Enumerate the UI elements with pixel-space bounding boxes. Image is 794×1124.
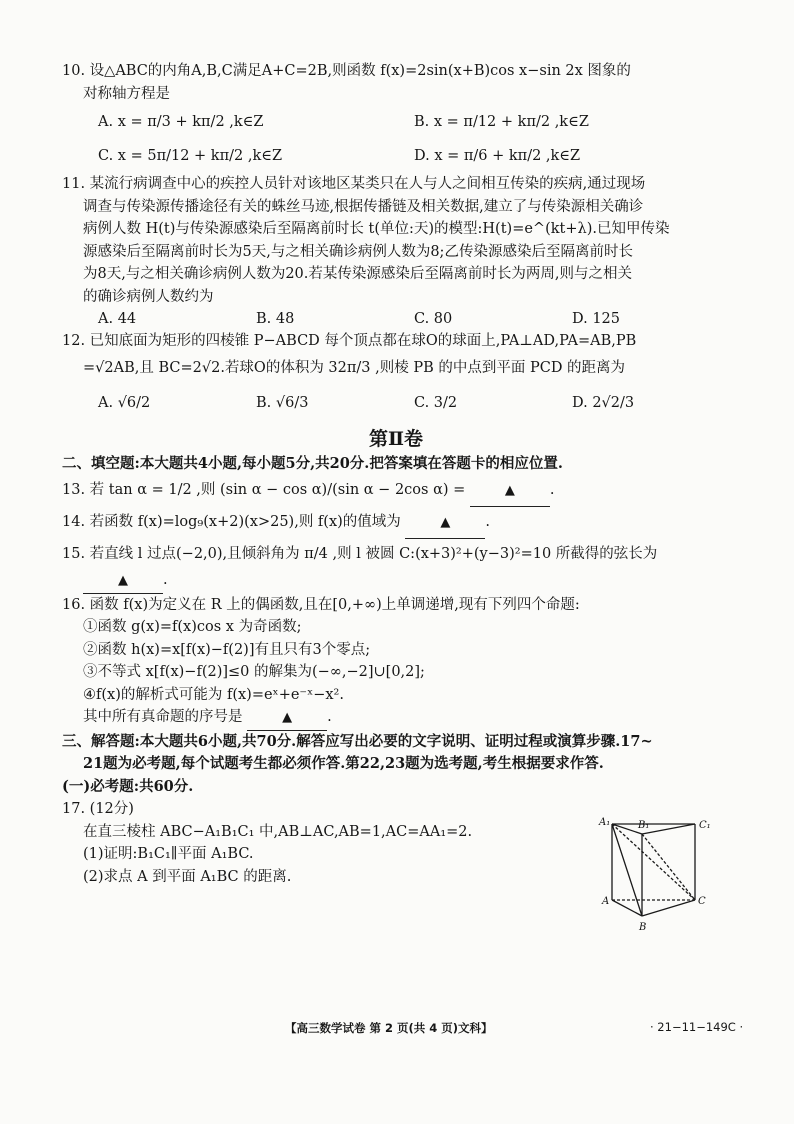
q16-end-text: 其中所有真命题的序号是: [83, 709, 243, 725]
q13-answer-blank: [470, 475, 550, 507]
q16-end: 其中所有真命题的序号是 ▲ .: [62, 706, 730, 731]
part2-heading: 二、填空题:本大题共4小题,每小题5分,共20分.把答案填在答题卡的相应位置.: [62, 454, 563, 472]
q10-option-d: D. x = π/6 + kπ/2 ,k∈Z: [414, 148, 581, 164]
triangle-icon: ▲: [504, 483, 515, 498]
q16-answer-blank: [247, 706, 327, 731]
q13-text: 13. 若 tan α = 1/2 ,则 (sin α − cos α)/(sin α − 2cos α) =: [62, 482, 466, 498]
q17-line2: (1)证明:B₁C₁∥平面 A₁BC.: [83, 846, 254, 862]
q11-line3: 病例人数 H(t)与传染源感染后至隔离前时长 t(单位:天)的模型:H(t)=e^(kt+λ).已知甲传染: [83, 221, 670, 237]
q11-option-b: B. 48: [256, 311, 295, 327]
q14-text: 14. 若函数 f(x)=log₉(x+2)(x>25),则 f(x)的值域为: [62, 514, 401, 530]
label-a1: A₁: [599, 817, 611, 828]
q11-line2: 调查与传染源传播途径有关的蛛丝马迹,根据传播链及相关数据,建立了与传染源相关确诊: [83, 198, 644, 215]
footer-code: · 21−11−149C ·: [650, 1020, 744, 1034]
triangle-icon: ▲: [282, 710, 293, 725]
q15-line1: 15. 若直线 l 过点(−2,0),且倾斜角为 π/4 ,则 l 被圆 C:(x+3)²+(y−3)²=10 所截得的弦长为: [62, 546, 658, 562]
q12-options: [62, 383, 730, 423]
footer-page-info: 【高三数学试卷 第 2 页(共 4 页)文科】: [285, 1021, 493, 1035]
q16-prop4: ④f(x)的解析式可能为 f(x)=eˣ+e⁻ˣ−x².: [83, 686, 344, 703]
q10-option-a: A. x = π/3 + kπ/2 ,k∈Z: [98, 114, 264, 130]
q10-options-row1: [62, 105, 730, 139]
q10-stem-line1: 10. 设△ABC的内角A,B,C满足A+C=2B,则函数 f(x)=2sin(x+B)cos x−sin 2x 图象的: [62, 63, 631, 79]
q14-answer-blank: [405, 507, 485, 539]
prism-figure: [598, 812, 718, 940]
q14-line: 14. 若函数 f(x)=log₉(x+2)(x>25),则 f(x)的值域为 ▲ .: [62, 507, 730, 539]
q10-option-b: B. x = π/12 + kπ/2 ,k∈Z: [414, 114, 589, 130]
label-c1: C₁: [699, 820, 711, 831]
triangle-icon: ▲: [118, 573, 128, 588]
q15-line2: ▲ .: [62, 569, 730, 594]
q16-prop2: ②函数 h(x)=x[f(x)−f(2)]有且只有3个零点;: [83, 641, 371, 658]
label-b1: B₁: [638, 820, 650, 831]
q12-option-c: C. 3/2: [414, 394, 458, 411]
q12-option-a: A. √6/2: [98, 394, 151, 411]
q10-stem-line2: 对称轴方程是: [83, 85, 170, 102]
exam-page: [62, 60, 730, 888]
q17-head: 17. (12分): [62, 801, 134, 817]
label-b: B: [639, 922, 647, 933]
part3-heading-line2: 21题为必考题,每个试题考生都必须作答.第22,23题为选考题,考生根据要求作答.: [83, 755, 604, 772]
q12-line1: 12. 已知底面为矩形的四棱锥 P−ABCD 每个顶点都在球O的球面上,PA⊥AD,PA=AB,PB: [62, 333, 637, 349]
q11-line4: 源感染后至隔离前时长为5天,与之相关确诊病例人数为8;乙传染源感染后至隔离前时长: [83, 243, 633, 260]
q13-line: 13. 若 tan α = 1/2 ,则 (sin α − cos α)/(sin α − 2cos α) = ▲ .: [62, 475, 730, 507]
triangle-icon: ▲: [440, 515, 451, 530]
q11-option-d: D. 125: [572, 311, 621, 327]
q10-options-row2: [62, 139, 730, 173]
q15-answer-blank: [83, 569, 163, 594]
q11-option-c: C. 80: [414, 311, 453, 327]
q11-line1: 11. 某流行病调查中心的疾控人员针对该地区某类只在人与人之间相互传染的疾病,通过现场: [62, 176, 646, 192]
q11-line6: 的确诊病例人数约为: [83, 288, 214, 305]
q16-prop3: ③不等式 x[f(x)−f(2)]≤0 的解集为(−∞,−2]∪[0,2];: [83, 664, 425, 680]
part3-sub-heading: (一)必考题:共60分.: [62, 777, 194, 795]
q11-options: [62, 308, 730, 330]
q17-line1: 在直三棱柱 ABC−A₁B₁C₁ 中,AB⊥AC,AB=1,AC=AA₁=2.: [83, 823, 473, 840]
q12-option-d: D. 2√2/3: [572, 394, 635, 411]
q11-line5: 为8天,与之相关确诊病例人数为20.若某传染源感染后至隔离前时长为两周,则与之相关: [83, 266, 633, 282]
q12-option-b: B. √6/3: [256, 394, 309, 411]
q16-prop1: ①函数 g(x)=f(x)cos x 为奇函数;: [83, 619, 302, 635]
q10-option-c: C. x = 5π/12 + kπ/2 ,k∈Z: [98, 148, 283, 164]
label-c: C: [698, 896, 706, 907]
q12-line2: =√2AB,且 BC=2√2.若球O的体积为 32π/3 ,则棱 PB 的中点到平面 PCD 的距离为: [83, 359, 626, 376]
q11-option-a: A. 44: [98, 311, 137, 327]
part3-heading-line1: 三、解答题:本大题共6小题,共70分.解答应写出必要的文字说明、证明过程或演算步骤.17~: [62, 732, 653, 750]
label-a: A: [602, 896, 610, 907]
section-2-title: 第Ⅱ卷: [368, 427, 423, 450]
q16-line1: 16. 函数 f(x)为定义在 R 上的偶函数,且在[0,+∞)上单调递增,现有下列四个命题:: [62, 596, 580, 613]
q17-line3: (2)求点 A 到平面 A₁BC 的距离.: [83, 868, 292, 885]
